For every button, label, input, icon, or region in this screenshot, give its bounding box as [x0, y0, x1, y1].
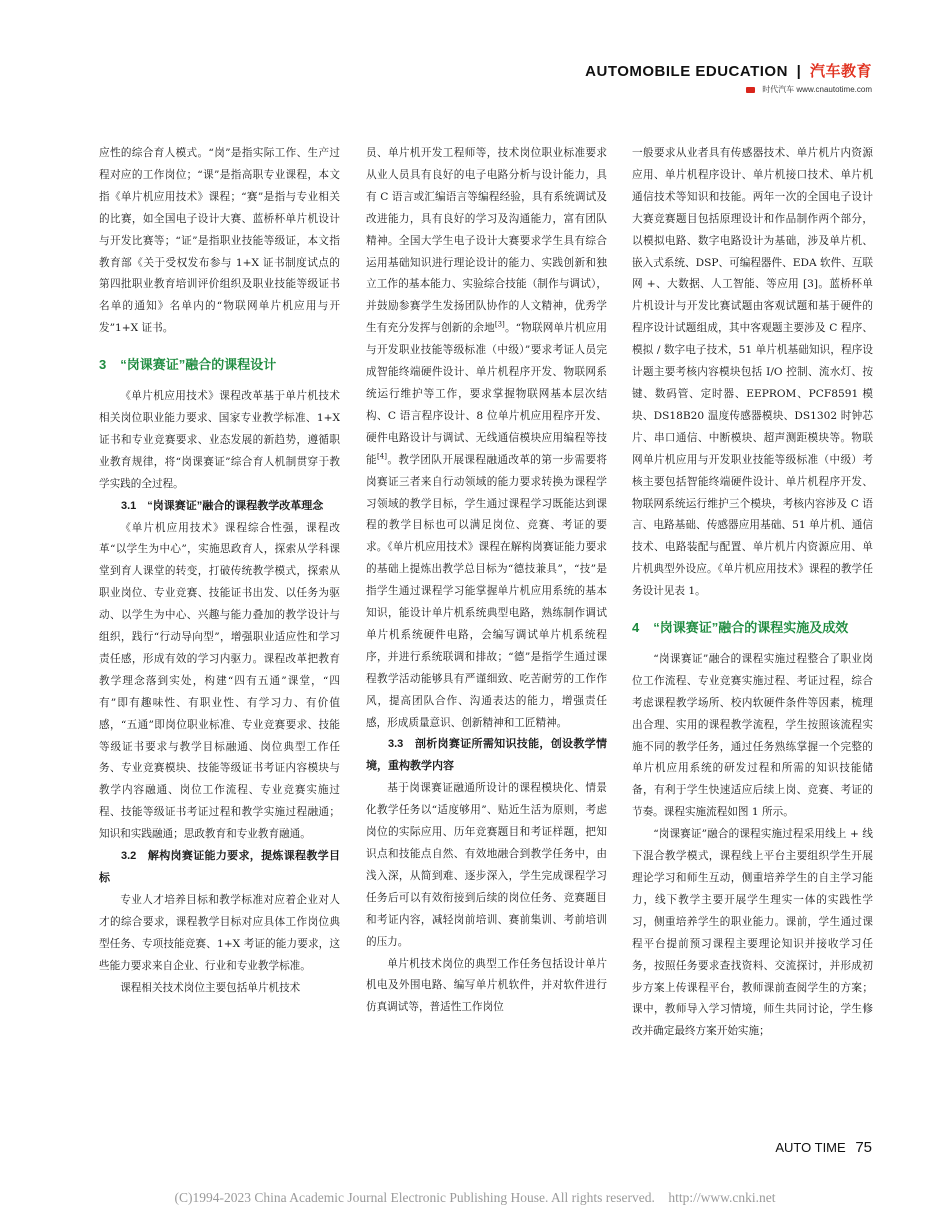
- header-title-en: AUTOMOBILE EDUCATION: [585, 63, 788, 80]
- paragraph: “岗课赛证”融合的课程实施过程采用线上 + 线下混合教学模式，课程线上平台主要组织学生开展理论学习和师生互动，侧重培养学生的自主学习能力，线下教学主要开展学生理实一体的实践性学习，侧重培养学生的职业能力。课前，学生通过课程平台提前预习课程主要理论知识并接收学习任务，按照任务要求查找资料、交流探讨，并形成初步方案上传课程平台，教师课前查阅学生的方案；课中，教师导入学习情境，师生共同讨论，学生修改并确定最终方案开始实施；: [632, 828, 873, 1038]
- column-1: [99, 143, 340, 999]
- journal-header-title: [585, 60, 872, 81]
- header-title-cn: 汽车教育: [809, 63, 872, 80]
- paragraph: 《单片机应用技术》课程综合性强，课程改革“以学生为中心”，实施思政育人，探索从学科课堂到育人课堂的转变，打破传统教学模式，探索从职业岗位、专业竞赛、技能证书出发、以任务为驱动、以学生为中心、兴趣与能力叠加的教学设计与组织，践行“行动导向型”，增强职业适应性和学习责任感，形成有效的学习内驱力。课程改革把教育教学理念落到实处，构建“四有五通”课堂，“四有”即有趣味性、有职业性、有学习力、有价值感，“五通”即岗位职业标准、专业竞赛要求、技能等级证书要求与教学目标融通、岗位典型工作任务、专业竞赛模块、技能等级证书考证内容模块与教学内容融通、岗位工作流程、专业竞赛实施过程、技能等级证书考证过程和教学实施过程融通；知识和实践融通；思政教育和专业教育融通。: [99, 521, 340, 841]
- footer-journal: AUTO TIME: [775, 1140, 846, 1155]
- header-subtitle-row: [746, 84, 872, 95]
- page-footer: [775, 1139, 872, 1156]
- section-heading-4: 4 “岗课赛证”融合的课程实施及成效: [632, 620, 849, 636]
- citation-ref: [3]: [494, 320, 505, 329]
- page-number: 75: [855, 1139, 872, 1156]
- copyright-notice: (C)1994-2023 China Academic Journal Electronic Publishing House. All rights reserved. http://www.cnki.net: [174, 1190, 776, 1205]
- subsection-heading-3-2: 3.2 解构岗赛证能力要求，提炼课程教学目标: [99, 850, 340, 884]
- paragraph: 基于岗课赛证融通所设计的课程模块化、情景化教学任务以“适度够用”、贴近生活为原则，考虑岗位的实际应用、历年竞赛题目和考证样题，把知识点和技能点自然、有效地融合到教学任务中，由浅入深，从简到难、逐步深入，学生完成课程学习任务后可以有效衔接到后续的岗位任务、竞赛题目和考证内容，减轻岗前培训、赛前集训、考前培训的压力。: [366, 782, 607, 948]
- paragraph: 一般要求从业者具有传感器技术、单片机片内资源应用、单片机程序设计、单片机接口技术、单片机通信技术等知识和技能。两年一次的全国电子设计大赛竞赛题目包括原理设计和作品制作两个部分，以模拟电路、数字电路设计为基础，涉及单片机、嵌入式系统、DSP、可编程器件、EDA 软件、互联网 +、大数据、人工智能、等应用 [3]。蓝桥杯单片机设计与开发比赛试题由客观试题和基于硬件的程序设计试题组成，其中客观题主要涉及 C 程序、 模拟 / 数字电子技术，51 单片机基础知识，程序设计题主要考核内容模块包括 I/O 控制、流水灯、按键、数码管、定时器、EEPROM、PCF8591 模块、DS18B20 温度传感器模块、DS1302 时钟芯片、串口通信、中断模块、超声测距模块等。物联网单片机应用与开发职业技能等级标准（中级）考核主要包括智能终端硬件设计、单片机程序开发、物联网系统运行维护三个模块，考核内容涉及 C 语言、电路基础、传感器应用基础、51 单片机、通信技术、电路装配与配置、单片机片内资源应用、单片机典型外设应。《单片机应用技术》课程的教学任务设计见表 1。: [632, 147, 873, 598]
- citation-ref: [4]: [377, 452, 387, 461]
- column-3: [632, 143, 873, 1043]
- header-subtitle: 时代汽车 www.cnautotime.com: [762, 85, 872, 94]
- subsection-heading-3-3: 3.3 剖析岗赛证所需知识技能，创设教学情境，重构教学内容: [366, 738, 607, 773]
- paragraph: 单片机技术岗位的典型工作任务包括设计单片机电及外围电路、编写单片机软件，并对软件进行仿真调试等，普适性工作岗位: [366, 957, 607, 1014]
- subsection-heading-3-1: 3.1 “岗课赛证”融合的课程教学改革理念: [121, 499, 324, 512]
- column-2: [366, 143, 607, 1019]
- paragraph: 课程相关技术岗位主要包括单片机技术: [120, 981, 301, 994]
- paragraph: “岗课赛证”融合的课程实施过程整合了职业岗位工作流程、专业竞赛实施过程、考证过程，综合考虑课程教学场所、校内软硬件条件等因素，梳理出合理、实用的课程教学流程，学生按照该流程实施不同的教学任务，通过任务熟练掌握一个完整的单片机应用系统的研发过程和所需的知识技能储备，有利于学生快速适应后续上岗、竞赛、考证的节奏。课程实施流程如图 1 所示。: [632, 652, 873, 819]
- paragraph: 应性的综合育人模式。“岗”是指实际工作、生产过程对应的工作岗位；“课”是指高职专业课程，本文指《单片机应用技术》课程；“赛”是指与专业相关的比赛，如全国电子设计大赛、蓝桥杯单片机设计与开发比赛等；“证”是指职业技能等级证，本文指教育部《关于受权发布参与 1+X 证书制度试点的第四批职业教育培训评价组织及职业技能等级证书名单的通知》名单内的“物联网单片机应用与开发”1+X 证书。: [99, 147, 340, 335]
- header-separator: |: [796, 63, 802, 80]
- section-heading-3: 3 “岗课赛证”融合的课程设计: [99, 357, 277, 373]
- paragraph: 专业人才培养目标和教学标准对应着企业对人才的综合要求，课程教学目标对应具体工作岗位典型任务、专项技能竞赛、1+X 考证的能力要求，这些能力要求来自企业、行业和专业教学标准。: [99, 893, 340, 972]
- paragraph: 员、单片机开发工程师等，技术岗位职业标准要求从业人员具有良好的电子电路分析与设计能力，具有 C 语言或汇编语言等编程经验，具有系统调试及改进能力，具有良好的学习及沟通能力，富有团队精神。全国大学生电子设计大赛要求学生具有综合运用基础知识进行理论设计的能力、实践创新和独立工作的基本能力、实验综合技能（制作与调试），并鼓励参赛学生发扬团队协作的人文精神，优秀学生有充分发挥与创新的余地[3]。“物联网单片机应用与开发职业技能等级标准（中级）”要求考证人员完成智能终端硬件设计、单片机程序开发、物联网系统运行维护等工作，要求掌握物联网基本层次结构、C 语言程序设计、8 位单片机应用程序开发、硬件电路设计与调试、无线通信模块应用编程等技能[4]。教学团队开展课程融通改革的第一步需要将岗赛证三者来自行动领域的能力要求转换为课程学习领域的教学目标，学生通过课程学习既能达到课程的教学目标也可以满足岗位、竞赛、考证的要求。《单片机应用技术》课程在解构岗赛证能力要求的基础上提炼出教学总目标为“德技兼具”，“技”是指学生通过课程学习能掌握单片机应用系统的基本知识，能设计单片机系统典型电路，熟练制作调试单片机系统硬件电路，会编写调试单片机系统程序，并进行系统联调和排故；“德”是指学生通过课程教学活动能够具有严谨细致、吃苦耐劳的工作作风，提高团队合作、沟通表达的能力，增强责任感，形成质量意识、创新精神和工匠精神。: [366, 147, 608, 729]
- mail-icon: [746, 87, 755, 93]
- paragraph: 《单片机应用技术》课程改革基于单片机技术相关岗位职业能力要求、国家专业教学标准、1+X 证书和专业竞赛要求、业态发展的新趋势，遵循职业教育规律，将“岗课赛证”综合育人机制贯穿于教学实践的全过程。: [99, 390, 340, 490]
